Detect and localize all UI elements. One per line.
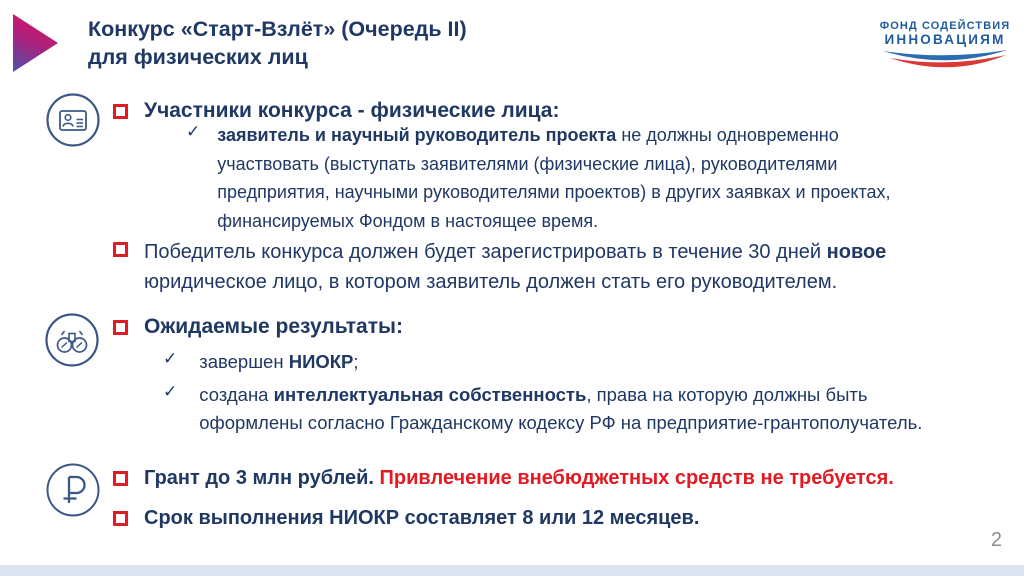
- page-number: 2: [990, 529, 1002, 551]
- red-square-bullet-icon: [113, 242, 128, 257]
- fund-logo: [878, 20, 1012, 72]
- grant-red-note: Привлечение внебюджетных средств не требуется.: [373, 467, 894, 489]
- results-heading-row: [113, 315, 403, 339]
- id-card-icon: [45, 92, 101, 148]
- text-line: предприятия, научными руководителями проектов) в других заявках и проектах,: [217, 182, 891, 202]
- text-line: оформлены согласно Гражданскому кодексу РФ на предприятие-грантополучатель.: [199, 411, 923, 433]
- text-line: заявитель и научный руководитель проекта не должны одновременно: [217, 125, 839, 145]
- grant-bullet-text: Грант до 3 млн рублей. Привлечение внебюджетных средств не требуется.: [144, 467, 894, 489]
- logo-text-line2: ИННОВАЦИЯМ: [884, 32, 1006, 47]
- logo-swoosh-icon: [880, 48, 1010, 72]
- term-bullet-text: Срок выполнения НИОКР составляет 8 или 12 месяцев.: [144, 507, 700, 529]
- term-bullet-row: [113, 506, 699, 530]
- text-line: финансируемых Фондом в настоящее время.: [217, 210, 599, 231]
- grant-bullet-row: [113, 466, 894, 490]
- text-line: Победитель конкурса должен будет зарегистрировать в течение 30 дней новое: [144, 241, 887, 263]
- red-square-bullet-icon: [113, 471, 128, 486]
- results-item2-text: [199, 381, 922, 436]
- checkmark-icon: ✓: [163, 382, 178, 402]
- participants-heading-row: [113, 99, 559, 123]
- text-line: создана интеллектуальная собственность, права на которую должны быть: [199, 384, 868, 405]
- participants-heading: Участники конкурса - физические лица:: [144, 99, 560, 122]
- ruble-icon: [45, 462, 101, 518]
- page-title: [88, 15, 467, 71]
- participants-check-item: [186, 121, 891, 235]
- results-heading: Ожидаемые результаты:: [144, 315, 403, 338]
- checkmark-icon: ✓: [186, 122, 201, 142]
- results-item1-text: завершен НИОКР;: [199, 351, 359, 372]
- accent-triangle-icon: [13, 14, 58, 72]
- red-square-bullet-icon: [113, 104, 128, 119]
- red-square-bullet-icon: [113, 511, 128, 526]
- binoculars-icon: [44, 312, 100, 368]
- page-title-line2: для физических лиц: [88, 45, 308, 69]
- red-square-bullet-icon: [113, 320, 128, 335]
- logo-text-line1: ФОНД СОДЕЙСТВИЯ: [879, 20, 1011, 32]
- participants-check-text: [217, 121, 890, 235]
- footer-bar: [0, 565, 1024, 576]
- checkmark-icon: ✓: [163, 349, 178, 369]
- winner-bullet-row: [113, 237, 886, 297]
- text-line: юридическое лицо, в котором заявитель должен стать его руководителем.: [144, 271, 838, 293]
- text-line: участвовать (выступать заявителями (физические лица), руководителями: [217, 153, 838, 174]
- results-check-item-1: [163, 348, 359, 376]
- winner-bullet-text: [144, 237, 886, 297]
- page-title-line1: Конкурс «Старт-Взлёт» (Очередь II): [88, 17, 467, 41]
- results-check-item-2: [163, 381, 922, 436]
